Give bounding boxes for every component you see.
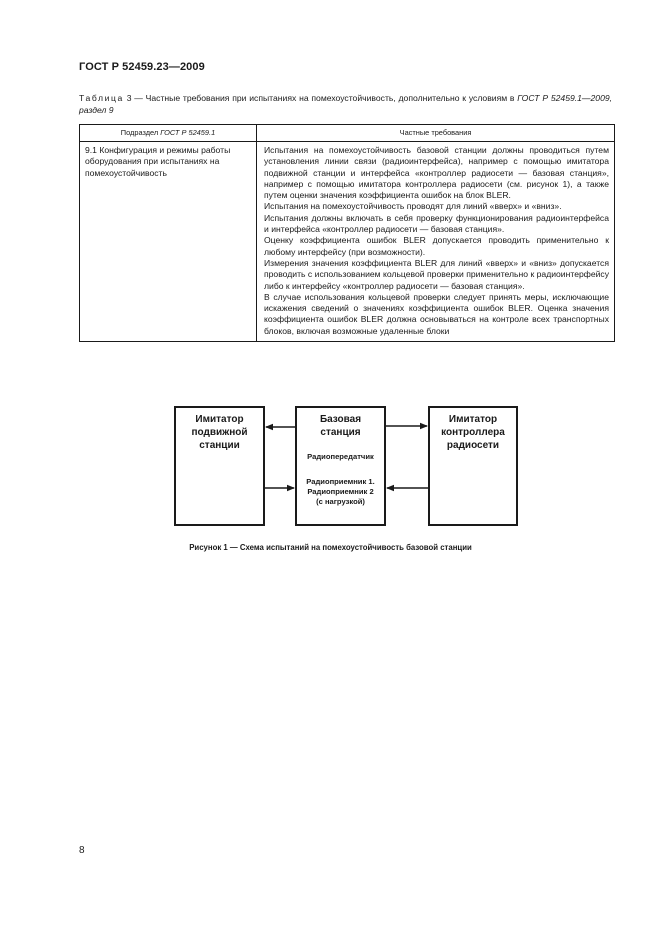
radio-receivers-label: Радиоприемник 1. Радиоприемник 2 (с нагрузкой) bbox=[306, 477, 375, 506]
table-caption-text: 3 — Частные требования при испытаниях на помехоустойчивость, дополнительно к условиям в bbox=[126, 93, 515, 103]
requirement-paragraph: Измерения значения коэффициента BLER для линий «вверх» и «вниз» допускается проводить с использованием кольцевой проверки применительно к радиоинтерфейсу либо к интерфейсу «контроллер радиосети — базовая станция». bbox=[264, 257, 609, 291]
requirement-paragraph: Испытания на помехоустойчивость базовой станции должны проводиться путем установления линии связи (радиоинтерфейса), например с помощью имитатора подвижной станции и интерфейса «контроллер радиосети — базовая станция», например с помощью имитатора контроллера радиосети (см. рисунок 1), а также путем оценки значения коэффициента ошибок на блок BLER. bbox=[264, 145, 609, 201]
requirement-paragraph: Испытания на помехоустойчивость проводят для линий «вверх» и «вниз». bbox=[264, 201, 562, 212]
col1-header-ref: ГОСТ Р 52459.1 bbox=[160, 128, 216, 138]
base-station-label: Базовая станция bbox=[319, 414, 362, 438]
table-caption-ref: ГОСТ Р 52459.1—2009, раздел 9 bbox=[79, 93, 613, 115]
subsection-text: 9.1 Конфигурация и режимы работы оборудования при испытаниях на помехоустойчивость bbox=[85, 145, 231, 178]
requirement-paragraph: В случае использования кольцевой проверки следует принять меры, исключающие искажения сведений о значениях коэффициента ошибок BLER. Оценка значения коэффициента ошибок BLER должна основываться на контроле всех транспортных блоков, включая возможные удаленные блоки bbox=[264, 291, 609, 336]
rnc-simulator-label: Имитатор контроллера радиосети bbox=[441, 414, 505, 451]
radio-transmitter-label: Радиопередатчик bbox=[307, 452, 374, 461]
table-caption-label: Таблица bbox=[79, 93, 124, 103]
mobile-station-simulator-label: Имитатор подвижной станции bbox=[191, 414, 248, 451]
col1-header-prefix: Подраздел bbox=[120, 128, 159, 138]
page-number: 8 bbox=[79, 845, 85, 856]
figure-caption: Рисунок 1 — Схема испытаний на помехоустойчивость базовой станции bbox=[189, 543, 472, 552]
requirement-paragraph: Испытания должны включать в себя проверку функционирования радиоинтерфейса и интерфейса «контроллер радиосети — базовая станция». bbox=[264, 212, 609, 235]
requirement-paragraph: Оценку коэффициента ошибок BLER допускается проводить применительно к любому интерфейсу (при возможности). bbox=[264, 235, 609, 257]
col2-header: Частные требования bbox=[257, 125, 615, 142]
document-number: ГОСТ Р 52459.23—2009 bbox=[79, 61, 205, 73]
